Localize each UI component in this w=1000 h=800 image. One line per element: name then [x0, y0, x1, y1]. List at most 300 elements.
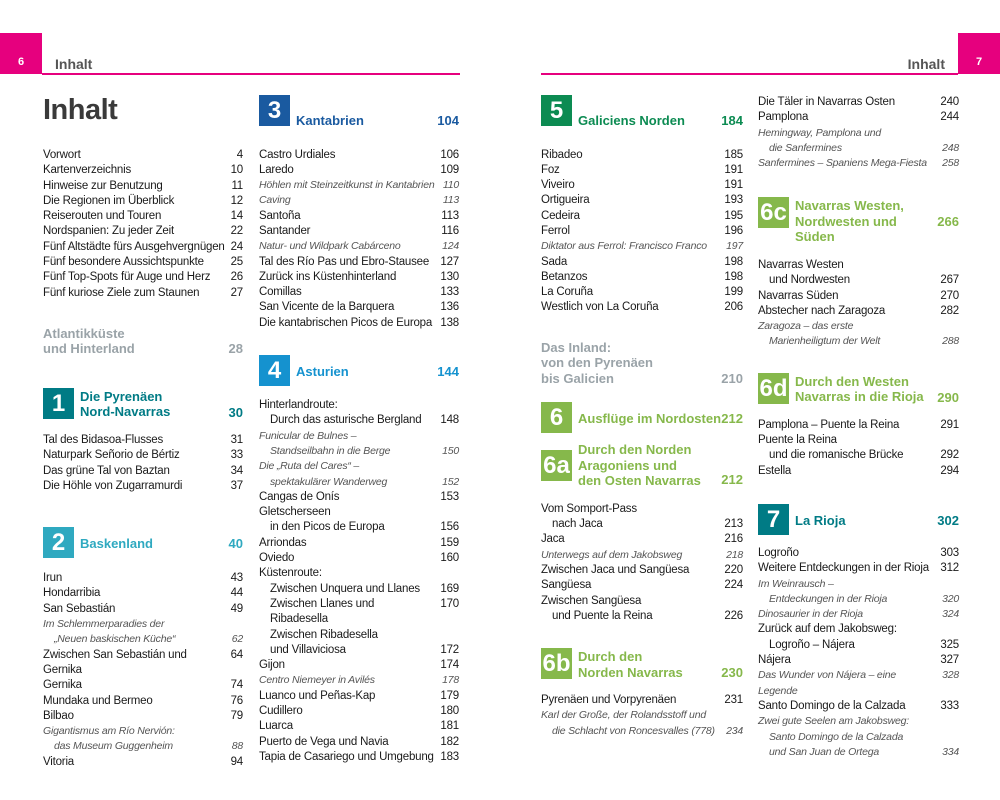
toc-entry-title: in den Picos de Europa [270, 521, 385, 534]
toc-entry-title: Tal des Bidasoa-Flusses [43, 433, 164, 446]
toc-entry-page: 113 [441, 209, 459, 222]
toc-entry-page: 185 [724, 148, 743, 161]
page-title: Inhalt [43, 94, 118, 126]
toc-entry-page: 31 [230, 433, 243, 446]
toc-entry-title: Estella [758, 464, 792, 477]
toc-entry-title: Vorwort [43, 149, 81, 161]
toc-entry-title: und Puente la Reina [552, 609, 653, 622]
toc-entry-title: „Neuen baskischen Küche“ [54, 633, 176, 646]
toc-entry-page: 109 [440, 163, 459, 176]
toc-entry-title: Vom Somport-Pass [541, 502, 637, 515]
toc-entry-page: 64 [230, 648, 243, 661]
toc-entry-page: 282 [940, 304, 959, 317]
toc-entry-page: 325 [940, 638, 959, 651]
toc-entry-title: Arriondas [259, 536, 307, 549]
toc-entry[interactable] [259, 429, 459, 444]
toc-entry[interactable] [758, 289, 959, 304]
section-title-line: Die Pyrenäen [80, 388, 163, 404]
toc-entry-page: 218 [726, 548, 743, 561]
toc-entry-title: Gernika [43, 679, 82, 692]
section-heading-7[interactable] [758, 504, 959, 535]
toc-entry[interactable] [758, 448, 959, 463]
toc-entry[interactable] [541, 209, 743, 224]
toc-entry[interactable] [259, 300, 459, 315]
toc-entry-title: die Sanfermines [769, 141, 842, 154]
toc-entry-title: Santander [259, 224, 311, 237]
section-1-list [43, 433, 243, 494]
toc-entry-page: 178 [442, 674, 459, 687]
toc-entry-title: Marienheiligtum der Welt [769, 335, 881, 348]
section-heading-2[interactable] [43, 527, 243, 558]
section-heading-6b[interactable] [541, 648, 743, 680]
toc-entry-page: 288 [942, 335, 959, 348]
toc-entry-page: 226 [724, 609, 743, 622]
section-title-line: La Rioja [795, 512, 846, 528]
toc-entry[interactable] [758, 273, 959, 288]
toc-entry[interactable] [259, 658, 459, 673]
toc-entry[interactable] [43, 270, 243, 285]
toc-entry-title: Gijon [259, 659, 285, 672]
section-number-badge: 6d [759, 374, 788, 402]
toc-entry-title: und die romanische Brücke [769, 449, 904, 462]
toc-entry-title: Zwischen Ribadesella [270, 628, 378, 641]
toc-entry-title: Standseilbahn in die Berge [270, 444, 391, 457]
toc-entry-title: und San Juan de Ortega [769, 745, 880, 758]
toc-entry-title: Im Weinrausch – [758, 577, 834, 590]
toc-entry[interactable] [259, 490, 459, 505]
toc-entry-page: 11 [231, 179, 243, 192]
section-title-line: Baskenland [80, 536, 153, 552]
toc-entry[interactable] [758, 95, 959, 110]
section-heading-6a[interactable] [541, 441, 743, 489]
toc-entry-title: Die Täler in Navarras Osten [758, 96, 895, 108]
toc-entry[interactable] [758, 561, 959, 576]
toc-entry[interactable] [758, 699, 959, 714]
toc-entry-page: 169 [440, 582, 459, 595]
toc-entry[interactable] [259, 178, 459, 193]
toc-entry[interactable] [758, 258, 959, 273]
toc-entry-page: 34 [230, 464, 243, 477]
toc-entry[interactable] [43, 617, 243, 632]
section-title-line: Galiciens Norden [578, 113, 685, 128]
toc-entry-title: Zwischen Jaca und Sangüesa [541, 563, 690, 576]
part-heading-page: 28 [228, 341, 243, 357]
toc-entry[interactable] [259, 459, 459, 474]
section-heading-6[interactable] [541, 402, 743, 433]
toc-entry-title: Cedeira [541, 209, 580, 222]
toc-entry-title: Funicular de Bulnes – [259, 429, 357, 442]
toc-entry-page: 244 [940, 111, 959, 124]
continued-list [758, 95, 959, 171]
toc-entry[interactable] [259, 520, 459, 535]
toc-entry-title: Sada [541, 255, 568, 268]
toc-entry-title: Mundaka und Bermeo [43, 694, 153, 707]
toc-entry[interactable] [259, 536, 459, 551]
toc-entry[interactable] [43, 632, 243, 647]
toc-entry[interactable] [541, 148, 743, 163]
toc-entry[interactable] [43, 224, 243, 239]
toc-entry-page: 133 [440, 286, 459, 299]
toc-entry[interactable] [259, 316, 459, 331]
section-heading-5[interactable] [541, 95, 743, 129]
toc-entry-page: 199 [724, 286, 743, 299]
toc-entry[interactable] [758, 638, 959, 653]
section-number-badge: 6a [541, 450, 572, 481]
toc-entry[interactable] [43, 148, 243, 163]
section-page: 212 [721, 472, 743, 488]
running-head-left: Inhalt [55, 56, 93, 72]
toc-entry-title: Fünf Top-Spots für Auge und Herz [43, 271, 211, 284]
toc-entry[interactable] [541, 270, 743, 285]
section-title-line: Navarras in die Rioja [795, 389, 924, 405]
toc-entry-title: Zurück ins Küstenhinterland [259, 270, 397, 283]
toc-entry[interactable] [259, 719, 459, 734]
toc-entry-page: 327 [940, 654, 959, 667]
toc-entry[interactable] [541, 578, 743, 593]
toc-entry[interactable] [259, 597, 459, 628]
toc-entry-title: Das grüne Tal von Baztan [43, 464, 170, 477]
toc-entry-page: 333 [940, 699, 959, 712]
toc-entry-title: Sangüesa [541, 579, 592, 592]
toc-entry-title: nach Jaca [552, 518, 603, 531]
toc-entry[interactable] [43, 286, 243, 301]
toc-entry[interactable] [758, 319, 959, 334]
toc-entry[interactable] [541, 532, 743, 547]
toc-entry-page: 160 [440, 552, 459, 565]
toc-entry[interactable] [259, 475, 459, 490]
toc-entry-page: 258 [942, 157, 959, 170]
toc-entry[interactable] [541, 548, 743, 563]
toc-entry-page: 33 [230, 449, 243, 462]
toc-entry[interactable] [758, 110, 959, 125]
toc-entry[interactable] [541, 502, 743, 517]
toc-entry[interactable] [43, 709, 243, 724]
toc-entry-page: 267 [940, 274, 959, 287]
toc-entry-title: Oviedo [259, 552, 295, 565]
part-heading-line: Atlantikküste [43, 325, 125, 341]
toc-entry-title: Foz [541, 163, 560, 176]
toc-entry[interactable] [43, 163, 243, 178]
toc-entry-page: 220 [724, 563, 743, 576]
toc-entry-page: 27 [230, 286, 243, 299]
toc-entry-title: Tal des Río Pas und Ebro-Stausee [259, 255, 430, 268]
section-title-line: den Osten Navarras [578, 473, 701, 489]
toc-entry-title: Logroño – Nájera [769, 638, 855, 651]
toc-column-4 [758, 95, 959, 760]
toc-entry[interactable] [541, 239, 743, 254]
toc-entry-page: 294 [940, 464, 959, 477]
toc-entry[interactable] [259, 163, 459, 178]
toc-entry[interactable] [541, 609, 743, 624]
toc-entry[interactable] [541, 708, 743, 723]
toc-entry-title: Bilbao [43, 709, 74, 722]
toc-entry-page: 124 [442, 240, 459, 253]
toc-entry-page: 328 [942, 669, 959, 682]
toc-entry-title: Höhlen mit Steinzeitkunst in Kantabrien [259, 179, 435, 192]
toc-entry[interactable] [259, 285, 459, 300]
section-4-list [259, 398, 459, 765]
section-title-line: Nordwesten und Süden [795, 213, 897, 245]
toc-entry-title: Die „Ruta del Cares“ – [259, 460, 360, 473]
section-page: 230 [721, 665, 743, 681]
toc-entry-title: und Nordwesten [769, 274, 850, 287]
toc-entry[interactable] [43, 433, 243, 448]
toc-entry[interactable] [541, 255, 743, 270]
toc-entry-page: 198 [724, 255, 743, 268]
toc-entry[interactable] [758, 156, 959, 171]
header-rule-left [42, 73, 460, 75]
toc-entry-page: 174 [440, 659, 459, 672]
section-title-line: Nord-Navarras [80, 404, 171, 420]
toc-entry-page: 150 [442, 444, 459, 457]
toc-entry-page: 130 [440, 270, 459, 283]
toc-entry-page: 4 [236, 149, 243, 161]
toc-entry-page: 153 [440, 490, 459, 503]
toc-entry-title: Pamplona [758, 111, 809, 124]
toc-entry[interactable] [43, 724, 243, 739]
toc-entry[interactable] [758, 745, 959, 760]
section-number-badge: 6 [541, 402, 572, 433]
toc-entry[interactable] [758, 592, 959, 607]
toc-entry-title: Betanzos [541, 270, 588, 283]
toc-entry-page: 191 [724, 163, 743, 176]
section-2-list [43, 571, 243, 770]
section-number-badge: 7 [758, 504, 789, 535]
toc-entry[interactable] [259, 673, 459, 688]
toc-entry[interactable] [259, 750, 459, 765]
part-heading-inland[interactable] [541, 340, 743, 387]
section-page: 30 [228, 404, 243, 420]
toc-entry[interactable] [259, 735, 459, 750]
toc-entry-title: Zurück auf dem Jakobsweg: [758, 623, 897, 636]
toc-entry-title: Hinweise zur Benutzung [43, 179, 163, 192]
toc-entry[interactable] [259, 413, 459, 428]
toc-entry[interactable] [43, 448, 243, 463]
section-page: 40 [228, 536, 243, 552]
toc-entry[interactable] [259, 628, 459, 643]
toc-entry-title: Hemingway, Pamplona und [758, 126, 882, 139]
section-title-line: Durch den Norden [578, 442, 692, 458]
toc-entry-page: 136 [440, 301, 459, 314]
toc-entry[interactable] [758, 714, 959, 729]
toc-entry[interactable] [43, 648, 243, 679]
toc-entry-page: 292 [940, 449, 959, 462]
toc-entry-title: Santo Domingo de la Calzada [769, 730, 904, 743]
toc-entry-page: 76 [230, 694, 243, 707]
toc-entry-title: Luanco und Peñas-Kap [259, 689, 376, 702]
toc-entry[interactable] [541, 178, 743, 193]
toc-entry[interactable] [43, 240, 243, 255]
toc-entry[interactable] [758, 141, 959, 156]
toc-column-3 [541, 95, 743, 739]
section-number-badge: 5 [541, 95, 572, 126]
toc-entry[interactable] [541, 563, 743, 578]
section-heading-4[interactable] [259, 355, 459, 386]
section-title-line: Norden Navarras [578, 664, 683, 680]
toc-entry-title: Pyrenäen und Vorpyrenäen [541, 694, 677, 707]
toc-entry-page: 206 [724, 301, 743, 314]
toc-entry-title: Viveiro [541, 179, 575, 192]
toc-entry-page: 248 [942, 141, 959, 154]
section-page: 290 [937, 389, 959, 405]
toc-entry[interactable] [541, 693, 743, 708]
toc-entry-page: 291 [940, 418, 959, 431]
section-heading-6c[interactable] [758, 197, 959, 245]
part-heading-page: 210 [721, 370, 743, 386]
toc-entry-title: Hondarribia [43, 587, 101, 600]
toc-entry-title: Gigantismus am Río Nervión: [43, 725, 175, 738]
toc-entry[interactable] [43, 194, 243, 209]
toc-entry-page: 183 [440, 750, 459, 763]
toc-entry[interactable] [43, 755, 243, 770]
toc-entry-title: Santo Domingo de la Calzada [758, 699, 906, 712]
toc-entry[interactable] [758, 577, 959, 592]
section-title-line: Durch den [578, 649, 643, 665]
toc-entry[interactable] [259, 209, 459, 224]
toc-entry-title: Fünf besondere Aussichtspunkte [43, 256, 204, 269]
part-heading-line: Das Inland: [541, 339, 612, 355]
toc-entry[interactable] [259, 566, 459, 581]
toc-entry[interactable] [259, 551, 459, 566]
toc-entry-page: 191 [724, 179, 743, 192]
section-page: 212 [721, 411, 743, 427]
toc-entry[interactable] [541, 517, 743, 532]
toc-entry[interactable] [43, 678, 243, 693]
toc-entry[interactable] [758, 304, 959, 319]
toc-entry[interactable] [758, 126, 959, 141]
toc-entry[interactable] [259, 148, 459, 163]
toc-entry-title: Tapia de Casariego und Umgebung [259, 750, 434, 763]
toc-entry-page: 196 [724, 224, 743, 237]
section-number-badge: 6b [542, 650, 571, 678]
toc-entry[interactable] [259, 444, 459, 459]
section-6d-list [758, 418, 959, 479]
toc-entry-page: 10 [230, 164, 243, 177]
toc-entry[interactable] [259, 270, 459, 285]
toc-entry-page: 193 [724, 194, 743, 207]
toc-entry[interactable] [43, 602, 243, 617]
toc-entry[interactable] [541, 224, 743, 239]
toc-entry[interactable] [259, 255, 459, 270]
toc-entry-title: Durch das asturische Bergland [270, 414, 422, 427]
toc-entry[interactable] [43, 739, 243, 754]
section-heading-3[interactable] [259, 95, 459, 129]
section-number-badge: 6c [758, 197, 789, 228]
toc-entry-title: Pamplona – Puente la Reina [758, 418, 900, 431]
toc-entry[interactable] [758, 653, 959, 668]
part-heading-atlantik[interactable] [43, 326, 243, 357]
toc-entry[interactable] [259, 704, 459, 719]
toc-entry-title: Zwischen San Sebastián und Gernika [43, 648, 187, 676]
toc-entry[interactable] [259, 239, 459, 254]
toc-entry[interactable] [758, 668, 959, 699]
toc-entry-title: Laredo [259, 163, 294, 176]
page-number-right: 7 [958, 33, 1000, 74]
toc-entry[interactable] [259, 689, 459, 704]
toc-entry[interactable] [541, 193, 743, 208]
toc-entry[interactable] [43, 255, 243, 270]
toc-entry[interactable] [758, 433, 959, 448]
section-page: 104 [437, 113, 459, 128]
section-title-line: Asturien [296, 364, 349, 380]
section-heading-1[interactable] [43, 388, 243, 420]
page-number-left: 6 [0, 33, 42, 74]
toc-entry[interactable] [541, 300, 743, 315]
toc-entry-title: und Villaviciosa [270, 643, 346, 656]
toc-entry[interactable] [758, 546, 959, 561]
toc-entry[interactable] [758, 730, 959, 745]
section-6b-list [541, 693, 743, 739]
toc-entry-page: 195 [724, 209, 743, 222]
section-heading-6d[interactable] [758, 373, 959, 405]
toc-entry-title: Santoña [259, 209, 301, 222]
section-title-line: Aragoniens und [578, 457, 677, 473]
toc-entry-title: Caving [259, 194, 291, 207]
toc-entry-page: 324 [942, 608, 959, 621]
toc-entry-title: Diktator aus Ferrol: Francisco Franco [541, 240, 707, 253]
running-head-right: Inhalt [907, 56, 945, 72]
toc-entry-title: Castro Urdiales [259, 148, 336, 161]
toc-entry-title: Jaca [541, 533, 565, 546]
toc-entry[interactable] [259, 505, 459, 520]
toc-entry[interactable] [758, 464, 959, 479]
toc-entry-title: Irun [43, 572, 63, 585]
toc-entry-title: Reiserouten und Touren [43, 210, 162, 223]
toc-entry[interactable] [259, 224, 459, 239]
toc-entry-page: 110 [442, 179, 459, 192]
toc-entry[interactable] [758, 334, 959, 349]
toc-entry-page: 234 [726, 724, 743, 737]
section-title-line: Durch den Westen [795, 373, 909, 389]
toc-entry-title: Hinterlandroute: [259, 399, 338, 412]
toc-entry[interactable] [541, 163, 743, 178]
section-page: 184 [721, 113, 743, 128]
toc-entry-title: Navarras Süden [758, 289, 839, 302]
toc-entry-page: 138 [440, 316, 459, 329]
toc-entry[interactable] [43, 209, 243, 224]
toc-entry[interactable] [43, 586, 243, 601]
toc-entry[interactable] [758, 607, 959, 622]
part-heading-line: von den Pyrenäen [541, 355, 653, 371]
toc-entry[interactable] [259, 193, 459, 208]
toc-entry-title: Unterwegs auf dem Jakobsweg [541, 548, 683, 561]
toc-entry[interactable] [541, 724, 743, 739]
toc-entry[interactable] [43, 479, 243, 494]
toc-entry-page: 14 [230, 210, 243, 223]
toc-entry[interactable] [43, 464, 243, 479]
toc-entry[interactable] [259, 643, 459, 658]
toc-entry-title: Natur- und Wildpark Cabárceno [259, 240, 401, 253]
toc-entry[interactable] [259, 582, 459, 597]
toc-entry-page: 320 [942, 592, 959, 605]
toc-entry[interactable] [541, 594, 743, 609]
header-rule-right [541, 73, 958, 75]
toc-entry[interactable] [541, 285, 743, 300]
toc-entry[interactable] [259, 398, 459, 413]
toc-entry[interactable] [43, 571, 243, 586]
toc-entry-title: Die Regionen im Überblick [43, 194, 175, 207]
toc-entry-title: Zwei gute Seelen am Jakobsweg: [758, 715, 910, 728]
toc-column-1 [43, 95, 243, 770]
toc-entry-title: San Vicente de la Barquera [259, 301, 395, 314]
toc-entry-title: Ribadeo [541, 148, 583, 161]
toc-entry-title: Das Wunder von Nájera – eine Legende [758, 669, 896, 697]
toc-entry-title: Im Schlemmerparadies der [43, 618, 165, 631]
toc-entry[interactable] [758, 622, 959, 637]
toc-entry[interactable] [43, 694, 243, 709]
toc-entry[interactable] [758, 418, 959, 433]
toc-entry[interactable] [43, 179, 243, 194]
